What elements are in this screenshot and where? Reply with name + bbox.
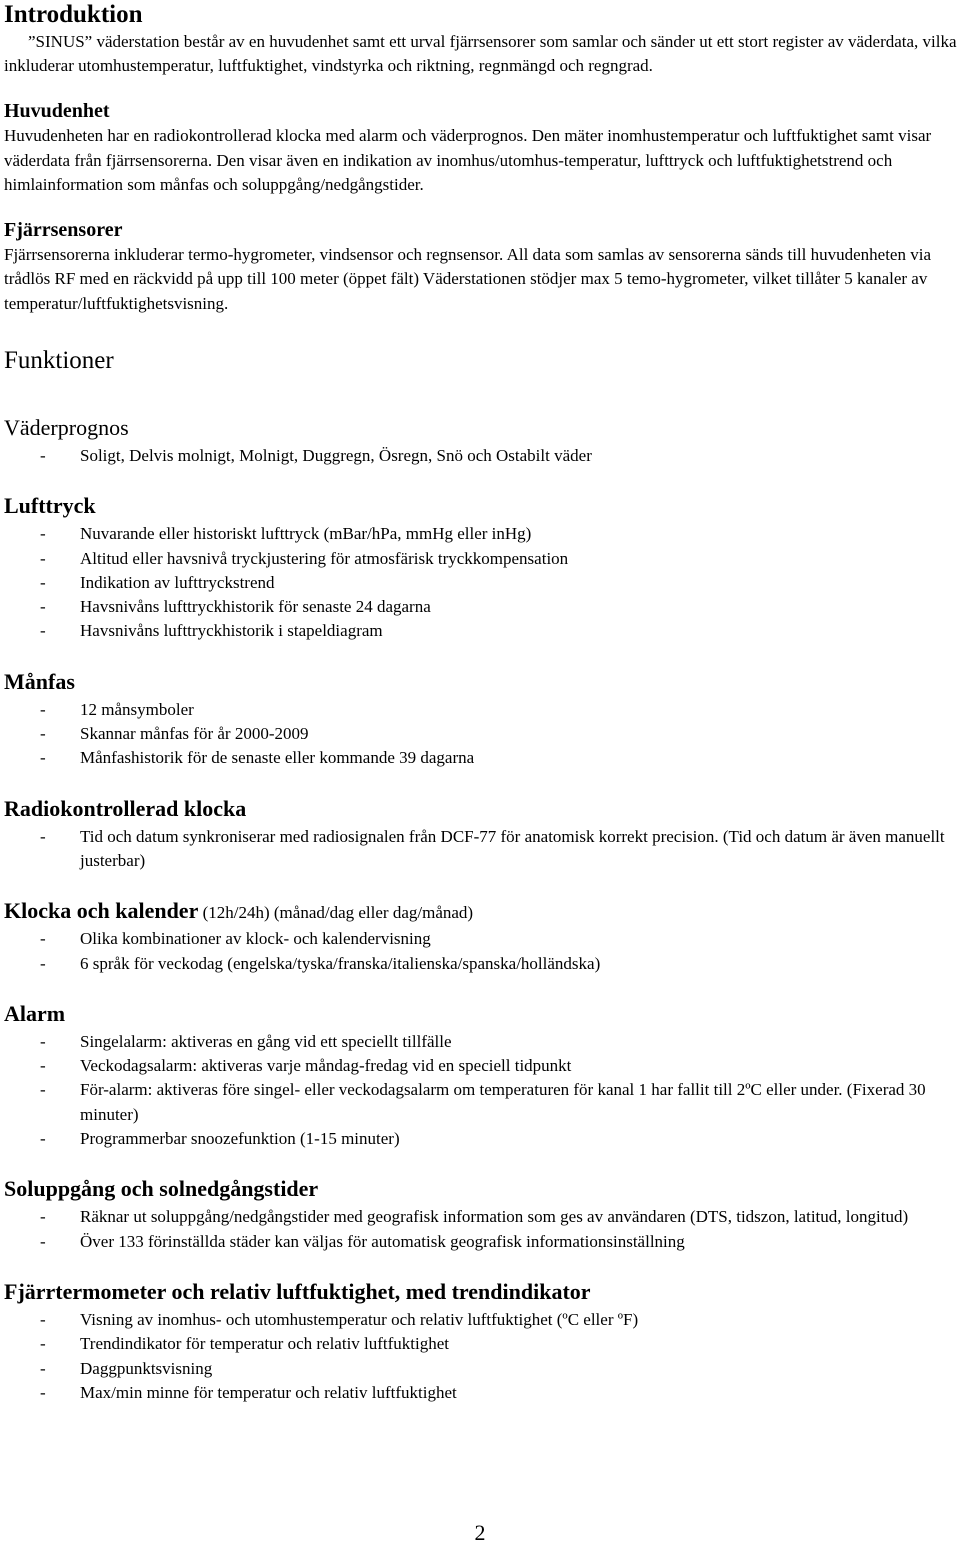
dash-bullet: - [40,1031,46,1051]
section-heading [4,897,958,927]
section-heading [4,1278,958,1308]
section-list [4,698,958,771]
fjarrsensorer-paragraph: Fjärrsensorerna inkluderar termo-hygrometer, vindsensor och regnsensor. All data som samlas av sensorerna sänds till huvudenheten via trådlös RF med en räckvidd på upp till 100 meter (öppet fält) Väderstationen stödjer max 5 temo-hygrometer, vilket tillåter 5 kanaler av temperatur/luftfuktighetsvisning. [4,244,931,313]
section-heading [4,1000,958,1030]
list-item [4,522,958,546]
list-item-text: Visning av inomhus- och utomhustemperatur och relativ luftfuktighet (ºC eller ºF) [80,1309,639,1329]
dash-bullet: - [40,724,46,744]
document-page [4,0,958,1405]
list-item [4,571,958,595]
list-item [4,1357,958,1381]
list-item [4,1230,958,1254]
section-heading-text: Radiokontrollerad klocka [4,795,247,821]
section-heading-text: Fjärrtermometer och relativ luftfuktighet, med trendindikator [4,1278,591,1304]
list-item-text: Över 133 förinställda städer kan väljas för automatisk geografisk informationsinställning [80,1231,685,1251]
section-list [4,522,958,643]
section-heading [4,795,958,825]
list-item [4,619,958,643]
list-item-text: Max/min minne för temperatur och relativ luftfuktighet [80,1382,457,1402]
list-item-text: Programmerbar snoozefunktion (1-15 minuter) [80,1129,400,1149]
list-item-text: Månfashistorik för de senaste eller kommande 39 dagarna [80,748,475,768]
list-item-text: Olika kombinationer av klock- och kalendervisning [80,929,431,949]
list-item-text: Havsnivåns lufttryckhistorik i stapeldiagram [80,621,383,641]
intro-heading: Introduktion [4,1,143,28]
fjarrsensorer-heading: Fjärrsensorer [4,218,123,241]
dash-bullet: - [40,597,46,617]
dash-bullet: - [40,748,46,768]
section-heading [4,668,958,698]
list-item-text: 6 språk för veckodag (engelska/tyska/franska/italienska/spanska/holländska) [80,953,601,973]
list-item-text: Veckodagsalarm: aktiveras varje måndag-fredag vid en speciell tidpunkt [80,1056,572,1076]
list-item [4,595,958,619]
dash-bullet: - [40,953,46,973]
dash-bullet: - [40,446,46,465]
section-heading-text: Alarm [4,1000,66,1026]
page-number: 2 [474,1520,486,1545]
dash-bullet: - [40,1207,46,1227]
list-item [4,1332,958,1356]
list-item [4,547,958,571]
section-heading [4,414,958,444]
dash-bullet: - [40,1129,46,1149]
list-item [4,1381,958,1405]
list-item-text: Räknar ut soluppgång/nedgångstider med geografisk information som ges av användaren (DTS, tidszon, latitud, longitud) [80,1207,909,1227]
list-item [4,825,958,874]
dash-bullet: - [40,1382,46,1402]
list-item [4,1127,958,1151]
section-heading-extra: (12h/24h) (månad/dag eller dag/månad) [198,903,474,923]
list-item [4,927,958,951]
huvudenhet-paragraph: Huvudenheten har en radiokontrollerad klocka med alarm och väderprognos. Den mäter inomhustemperatur och luftfuktighet samt visar väderdata från fjärrsensorerna. Den visar även en indikation av inomhus/utomhus-temperatur, lufttryck och luftfuktighetstrend och himlainformation som månfas och soluppgång/nedgångstider. [4,126,932,194]
dash-bullet: - [40,572,46,592]
list-item [4,444,958,468]
funktioner-sections [4,414,958,1405]
section-heading [4,492,958,522]
dash-bullet: - [40,621,46,641]
section-list [4,1308,958,1405]
list-item [4,1308,958,1332]
list-item [4,1030,958,1054]
dash-bullet: - [40,1358,46,1378]
dash-bullet: - [40,826,46,846]
list-item-text: Tid och datum synkroniserar med radiosignalen från DCF-77 för anatomisk korrekt precision. (Tid och datum är även manuellt justerbar) [80,826,945,870]
list-item [4,722,958,746]
section-list [4,927,958,976]
intro-paragraph: ”SINUS” väderstation består av en huvudenhet samt ett urval fjärrsensorer som samlar och sänder ut ett stort register av väderdata, vilka inkluderar utomhustemperatur, luftfuktighet, vindstyrka och riktning, regnmängd och regngrad. [4,32,957,75]
list-item [4,746,958,770]
dash-bullet: - [40,1231,46,1251]
section-heading-text: Väderprognos [4,415,129,440]
list-item [4,1054,958,1078]
list-item-text: Soligt, Delvis molnigt, Molnigt, Duggregn, Ösregn, Snö och Ostabilt väder [80,446,592,465]
list-item [4,698,958,722]
section-heading [4,1175,958,1205]
section-heading-text: Månfas [4,668,75,694]
dash-bullet: - [40,1080,46,1100]
list-item-text: 12 månsymboler [80,699,194,719]
list-item-text: Daggpunktsvisning [80,1358,213,1378]
dash-bullet: - [40,699,46,719]
huvudenhet-heading: Huvudenhet [4,100,110,122]
section-heading-text: Soluppgång och solnedgångstider [4,1176,319,1202]
dash-bullet: - [40,524,46,544]
section-list [4,1030,958,1151]
section-list [4,825,958,874]
list-item-text: För-alarm: aktiveras före singel- eller veckodagsalarm om temperaturen för kanal 1 har fallit till 2ºC eller under. (Fixerad 30 minuter) [80,1080,926,1124]
list-item-text: Skannar månfas för år 2000-2009 [80,724,309,744]
list-item-text: Indikation av lufttryckstrend [80,572,275,592]
list-item-text: Trendindikator för temperatur och relativ luftfuktighet [80,1334,450,1354]
funktioner-heading: Funktioner [4,347,114,374]
dash-bullet: - [40,1056,46,1076]
section-heading-text: Klocka och kalender [4,898,199,924]
list-item-text: Singelalarm: aktiveras en gång vid ett speciellt tillfälle [80,1031,452,1051]
list-item-text: Nuvarande eller historiskt lufttryck (mBar/hPa, mmHg eller inHg) [80,524,532,544]
dash-bullet: - [40,548,46,568]
section-list [4,444,958,468]
section-list [4,1205,958,1254]
dash-bullet: - [40,1334,46,1354]
list-item [4,952,958,976]
list-item [4,1078,958,1127]
list-item-text: Altitud eller havsnivå tryckjustering för atmosfärisk tryckkompensation [80,548,569,568]
section-heading-text: Lufttryck [4,493,96,519]
list-item [4,1205,958,1229]
dash-bullet: - [40,929,46,949]
list-item-text: Havsnivåns lufttryckhistorik för senaste 24 dagarna [80,597,431,617]
dash-bullet: - [40,1309,46,1329]
